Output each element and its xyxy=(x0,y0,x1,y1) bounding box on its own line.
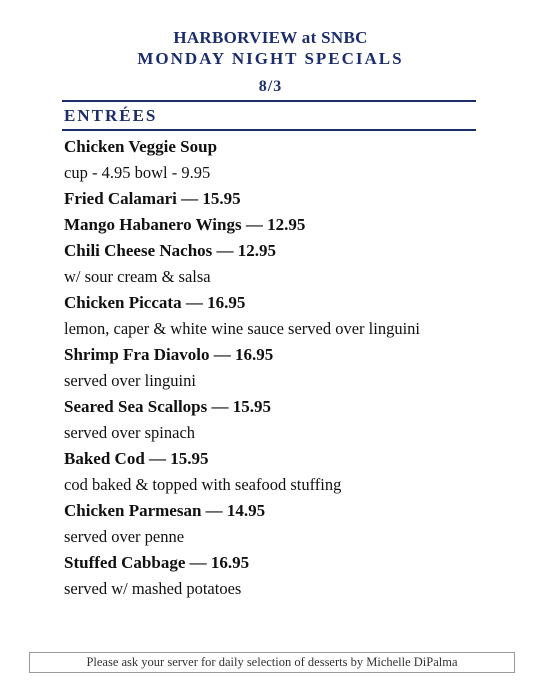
menu-item-name: Fried Calamari — 15.95 xyxy=(64,189,241,208)
menu-item-description: w/ sour cream & salsa xyxy=(64,267,211,286)
bottom-divider xyxy=(62,129,476,131)
menu-item xyxy=(64,186,504,212)
menu-item xyxy=(64,498,504,550)
venue-name: HARBORVIEW at SNBC xyxy=(173,28,368,47)
menu-item xyxy=(64,550,504,602)
section-title: ENTRÉES xyxy=(64,106,158,125)
menu-item xyxy=(64,446,504,498)
menu-item xyxy=(64,342,504,394)
menu-item-name: Chicken Piccata — 16.95 xyxy=(64,293,246,312)
menu-item-description: cup - 4.95 bowl - 9.95 xyxy=(64,163,211,182)
menu-item-description: served over penne xyxy=(64,527,185,546)
menu-item xyxy=(64,238,504,290)
menu-item-description: served w/ mashed potatoes xyxy=(64,579,242,598)
menu-item xyxy=(64,290,504,342)
menu-item-description: lemon, caper & white wine sauce served over linguini xyxy=(64,319,421,338)
menu-item-name: Chili Cheese Nachos — 12.95 xyxy=(64,241,277,260)
menu-item xyxy=(64,134,504,186)
menu-item-name: Mango Habanero Wings — 12.95 xyxy=(64,215,306,234)
menu-item-name: Baked Cod — 15.95 xyxy=(64,449,209,468)
menu-item-description: served over spinach xyxy=(64,423,196,442)
menu-item xyxy=(64,212,504,238)
menu-item-list xyxy=(64,134,504,602)
top-divider xyxy=(62,100,476,102)
menu-item-name: Stuffed Cabbage — 16.95 xyxy=(64,553,250,572)
menu-item-name: Chicken Parmesan — 14.95 xyxy=(64,501,266,520)
menu-item-description: cod baked & topped with seafood stuffing xyxy=(64,475,342,494)
menu-item-description: served over linguini xyxy=(64,371,196,390)
menu-subtitle: MONDAY NIGHT SPECIALS xyxy=(137,49,404,68)
dessert-note: Please ask your server for daily selection of desserts by Michelle DiPalma xyxy=(29,652,515,673)
menu-item-name: Seared Sea Scallops — 15.95 xyxy=(64,397,272,416)
menu-item xyxy=(64,394,504,446)
menu-date: 8/3 xyxy=(258,78,283,95)
menu-item-name: Chicken Veggie Soup xyxy=(64,137,218,156)
menu-item-name: Shrimp Fra Diavolo — 16.95 xyxy=(64,345,274,364)
